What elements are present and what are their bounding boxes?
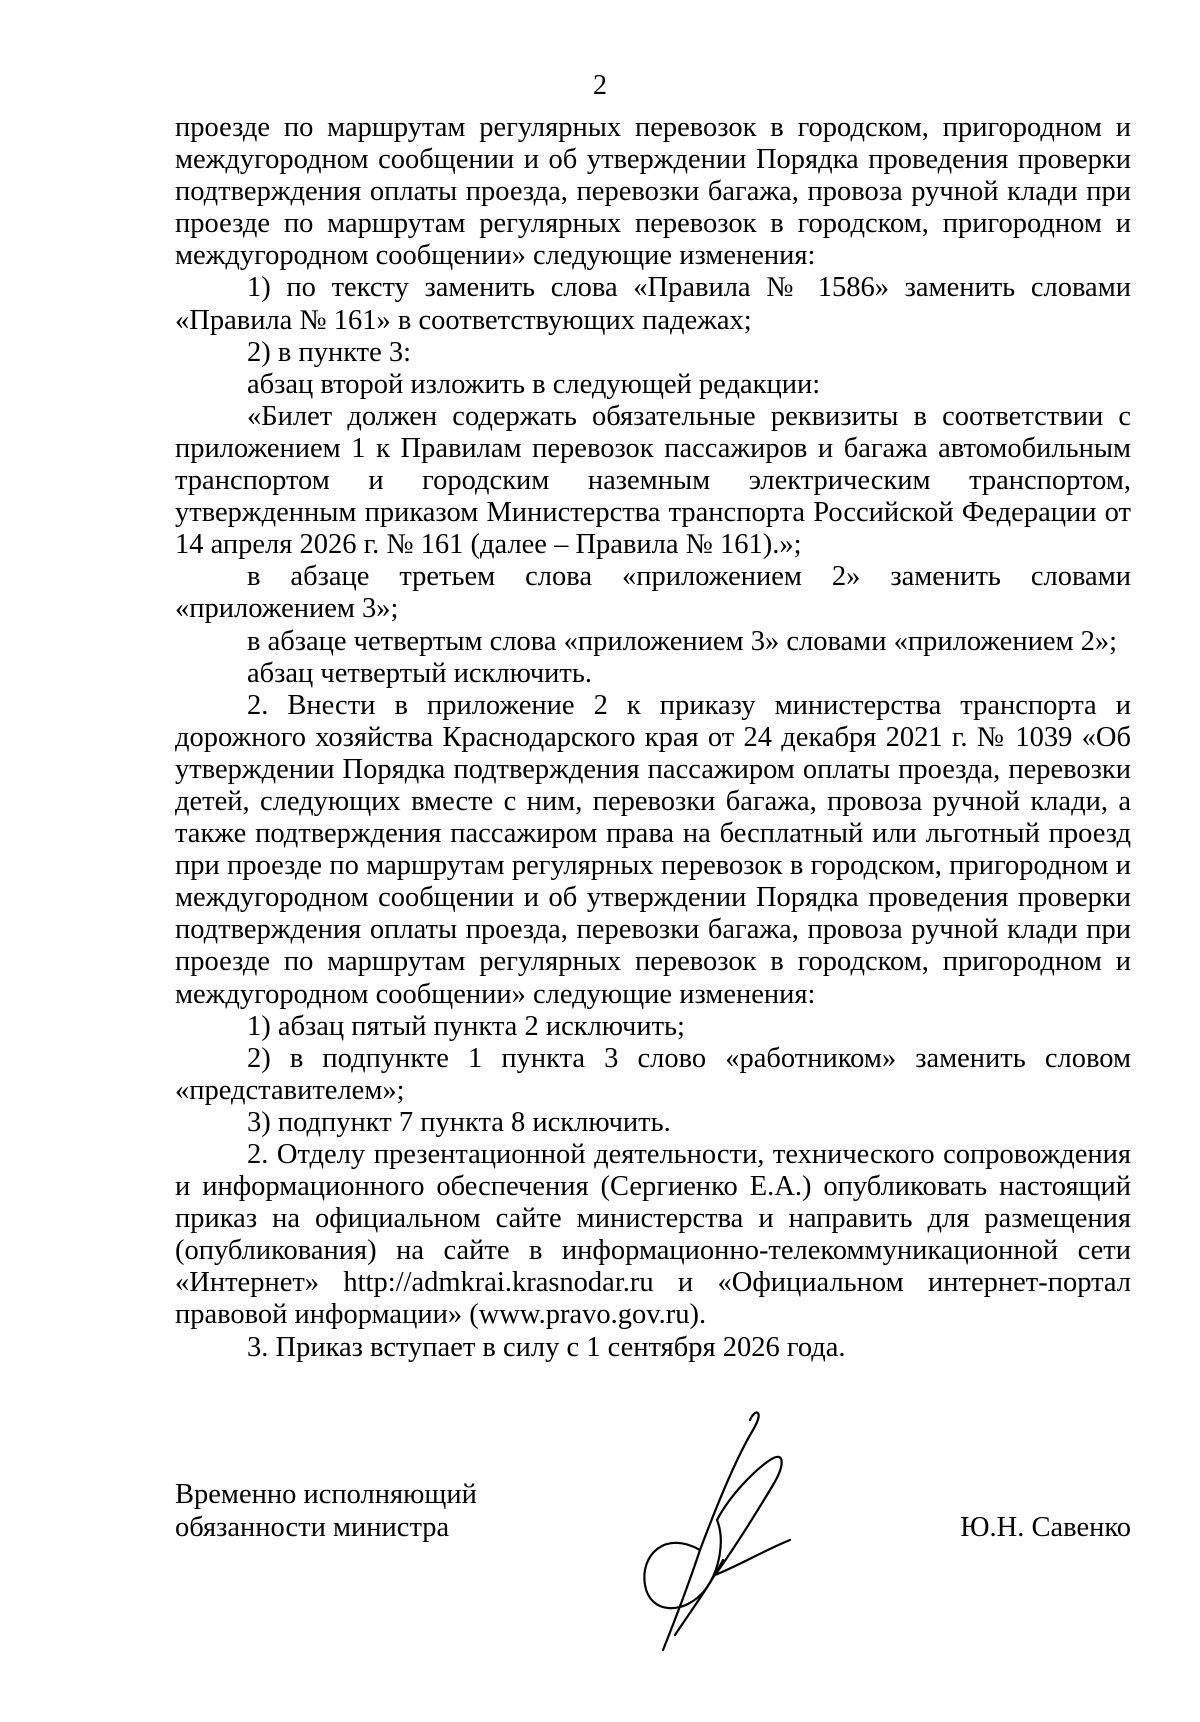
signer-name: Ю.Н. Савенко xyxy=(960,1512,1131,1543)
page-number: 2 xyxy=(593,70,607,101)
paragraph: 1) по тексту заменить слова «Правила № 1586» заменить словами «Правила № 161» в соответствующих падежах; xyxy=(175,272,1131,336)
signer-title-line-2: обязанности министра xyxy=(175,1512,450,1543)
signature-block xyxy=(175,1460,1131,1720)
paragraph: в абзаце третьем слова «приложением 2» заменить словами «приложением 3»; xyxy=(175,561,1131,625)
paragraph: 3) подпункт 7 пункта 8 исключить. xyxy=(247,1106,671,1138)
paragraph: проезде по маршрутам регулярных перевозок в городском, пригородном и междугородном сообщении и об утверждении Порядка проведения проверки подтверждения оплаты проезда, перевозки багажа, провоза ручной клади при проезде по маршрутам регулярных перевозок в городском, пригородном и междугородном сообщении» следующие изменения: xyxy=(175,112,1131,272)
paragraph: 3. Приказ вступает в силу с 1 сентября 2026 года. xyxy=(247,1331,846,1363)
paragraph: абзац четвертый исключить. xyxy=(247,657,593,689)
paragraph: абзац второй изложить в следующей редакции: xyxy=(247,368,821,400)
paragraph: «Билет должен содержать обязательные реквизиты в соответствии с приложением 1 к Правилам перевозок пассажиров и багажа автомобильным транспортом и городским наземным электрическим транспортом, утвержденным приказом Министерства транспорта Российской Федерации от 14 апреля 2026 г. № 161 (далее – Правила № 161).»; xyxy=(175,400,1131,561)
paragraph: 2) в подпункте 1 пункта 3 слово «работником» заменить словом «представителем»; xyxy=(175,1042,1131,1106)
paragraph: в абзаце четвертым слова «приложением 3» словами «приложением 2»; xyxy=(247,625,1118,657)
signer-title-line-1: Временно исполняющий xyxy=(175,1479,477,1510)
signer-title xyxy=(175,1478,477,1544)
paragraph: 1) абзац пятый пункта 2 исключить; xyxy=(247,1010,685,1042)
paragraph: 2. Внести в приложение 2 к приказу министерства транспорта и дорожного хозяйства Краснодарского края от 24 декабря 2021 г. № 1039 «Об утверждении Порядка подтверждения пассажиром оплаты проезда, перевозки детей, следующих вместе с ним, перевозки багажа, провоза ручной клади, а также подтверждения пассажиром права на бесплатный или льготный проезд при проезде по маршрутам регулярных перевозок в городском, пригородном и междугородном сообщении и об утверждении Порядка проведения проверки подтверждения оплаты проезда, перевозки багажа, провоза ручной клади при проезде по маршрутам регулярных перевозок в городском, пригородном и междугородном сообщении» следующие изменения: xyxy=(175,689,1131,1010)
handwritten-signature xyxy=(605,1400,815,1700)
paragraph: 2) в пункте 3: xyxy=(247,336,412,368)
document-body xyxy=(175,112,1131,1364)
paragraph: 2. Отделу презентационной деятельности, технического сопровождения и информационного обеспечения (Сергиенко Е.А.) опубликовать настоящий приказ на официальном сайте министерства и направить для размещения (опубликования) на сайте в информационно-телекоммуникационной сети «Интернет» http://admkrai.krasnodar.ru и «Официальном интернет-портал правовой информации» (www.pravo.gov.ru). xyxy=(175,1139,1131,1331)
